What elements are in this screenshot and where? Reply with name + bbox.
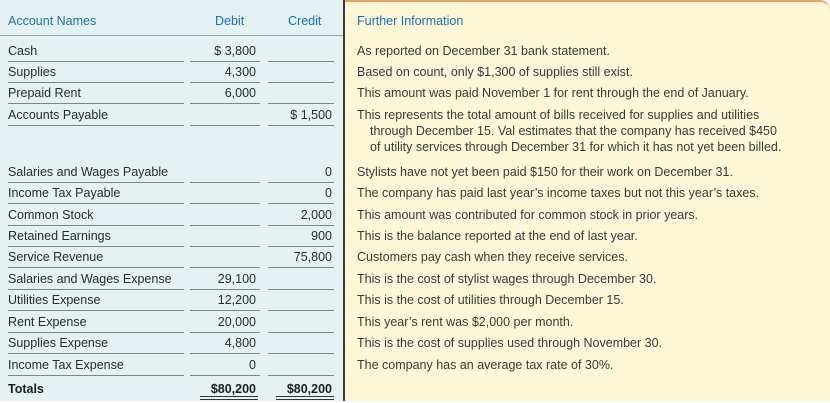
debit-amount: 4,300 — [224, 65, 256, 79]
row-underline — [190, 289, 260, 290]
info-item — [357, 107, 819, 155]
info-item — [357, 64, 819, 80]
info-line: This year’s rent was $2,000 per month. — [357, 315, 574, 329]
info-item — [357, 43, 819, 59]
account-name: Supplies Expense — [8, 336, 109, 350]
row-underline — [268, 82, 334, 83]
row-underline — [268, 332, 334, 333]
credit-amount: 75,800 — [293, 250, 332, 264]
row-underline — [8, 82, 184, 83]
info-line: Stylists have not yet been paid $150 for their work on December 31. — [357, 165, 733, 179]
account-name: Cash — [8, 44, 38, 58]
debit-amount: 4,800 — [224, 336, 256, 350]
totals-double-underline — [276, 396, 334, 400]
row-underline — [8, 353, 184, 354]
info-item — [357, 228, 819, 244]
info-line: This amount was contributed for common stock in prior years. — [357, 208, 699, 222]
row-underline — [190, 375, 260, 376]
debit-amount: 29,100 — [217, 272, 256, 286]
row-underline — [268, 61, 334, 62]
account-name: Salaries and Wages Expense — [8, 272, 172, 286]
info-line: Based on count, only $1,300 of supplies still exist. — [357, 65, 633, 79]
info-item — [357, 292, 819, 308]
info-item — [357, 314, 819, 330]
account-name: Prepaid Rent — [8, 86, 81, 100]
row-underline — [8, 203, 184, 204]
info-line: of utility services through December 31 for which it has not yet been billed. — [370, 140, 782, 154]
info-line: through December 15. Val estimates that the company has received $450 — [370, 124, 777, 138]
info-line: This is the cost of stylist wages through December 30. — [357, 272, 657, 286]
further-information-header: Further Information — [357, 14, 464, 28]
header-divider — [0, 35, 343, 36]
info-item — [357, 271, 819, 287]
info-line: This is the cost of supplies used through November 30. — [357, 336, 663, 350]
row-underline — [190, 203, 260, 204]
info-line: This represents the total amount of bills received for supplies and utilities — [357, 108, 760, 122]
info-item — [357, 164, 819, 180]
credit-amount: $ 1,500 — [290, 108, 332, 122]
row-underline — [8, 267, 184, 268]
info-line: As reported on December 31 bank statement. — [357, 44, 610, 58]
row-underline — [8, 182, 184, 183]
row-underline — [190, 310, 260, 311]
account-name: Common Stock — [8, 208, 94, 222]
debit-header: Debit — [215, 14, 245, 28]
row-underline — [8, 225, 184, 226]
info-item — [357, 335, 819, 351]
row-underline — [190, 267, 260, 268]
row-underline — [8, 332, 184, 333]
account-name: Income Tax Payable — [8, 186, 121, 200]
row-underline — [268, 225, 334, 226]
row-underline — [268, 353, 334, 354]
info-item — [357, 207, 819, 223]
row-underline — [8, 125, 184, 126]
info-item — [357, 357, 819, 373]
info-line: This amount was paid November 1 for rent through the end of January. — [357, 86, 749, 100]
account-name: Accounts Payable — [8, 108, 109, 122]
credit-amount: 0 — [325, 186, 332, 200]
row-underline — [190, 225, 260, 226]
totals-double-underline — [200, 396, 258, 400]
credit-amount: 0 — [325, 165, 332, 179]
credit-amount: 900 — [311, 229, 332, 243]
account-name: Salaries and Wages Payable — [8, 165, 169, 179]
account-name: Income Tax Expense — [8, 358, 124, 372]
totals-label: Totals — [8, 382, 44, 396]
info-item — [357, 185, 819, 201]
row-underline — [190, 332, 260, 333]
debit-amount: 0 — [249, 358, 256, 372]
account-name: Supplies — [8, 65, 56, 79]
debit-amount: 6,000 — [224, 86, 256, 100]
row-underline — [268, 182, 334, 183]
row-underline — [190, 103, 260, 104]
account-names-header: Account Names — [8, 14, 97, 28]
row-underline — [268, 289, 334, 290]
row-underline — [190, 182, 260, 183]
totals-credit: $80,200 — [286, 382, 332, 396]
row-underline — [8, 375, 184, 376]
account-name: Service Revenue — [8, 250, 104, 264]
debit-amount: $ 3,800 — [214, 44, 256, 58]
account-name: Utilities Expense — [8, 293, 101, 307]
row-underline — [268, 310, 334, 311]
row-underline — [268, 246, 334, 247]
account-name: Retained Earnings — [8, 229, 111, 243]
row-underline — [268, 125, 334, 126]
info-line: This is the cost of utilities through December 15. — [357, 293, 624, 307]
row-underline — [8, 61, 184, 62]
info-line: Customers pay cash when they receive services. — [357, 250, 628, 264]
row-underline — [268, 375, 334, 376]
row-underline — [190, 353, 260, 354]
row-underline — [190, 246, 260, 247]
debit-amount: 12,200 — [217, 293, 256, 307]
credit-header: Credit — [288, 14, 322, 28]
row-underline — [190, 82, 260, 83]
debit-amount: 20,000 — [217, 315, 256, 329]
row-underline — [8, 246, 184, 247]
row-underline — [268, 203, 334, 204]
totals-debit: $80,200 — [210, 382, 256, 396]
row-underline — [8, 103, 184, 104]
info-item — [357, 85, 819, 101]
row-underline — [8, 289, 184, 290]
row-underline — [8, 310, 184, 311]
row-underline — [190, 61, 260, 62]
info-line: The company has paid last year’s income taxes but not this year’s taxes. — [357, 186, 760, 200]
credit-amount: 2,000 — [300, 208, 332, 222]
account-name: Rent Expense — [8, 315, 87, 329]
row-underline — [268, 267, 334, 268]
info-line: This is the balance reported at the end of last year. — [357, 229, 638, 243]
info-item — [357, 249, 819, 265]
info-line: The company has an average tax rate of 30%. — [357, 358, 614, 372]
row-underline — [268, 103, 334, 104]
row-underline — [190, 125, 260, 126]
